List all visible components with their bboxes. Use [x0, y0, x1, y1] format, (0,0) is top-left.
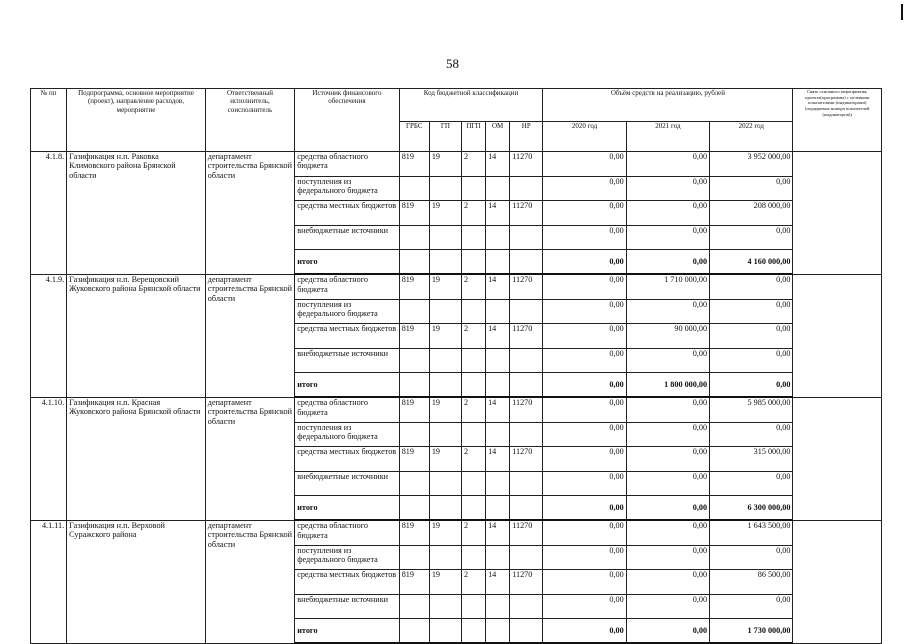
- row-om: 14: [486, 397, 510, 422]
- header-np: НР: [510, 122, 543, 152]
- header-2021: 2021 год: [626, 122, 709, 152]
- row-grbs: 819: [399, 152, 429, 177]
- row-np: 11270: [510, 201, 543, 226]
- total-2021: 0,00: [626, 496, 709, 521]
- header-grbs: ГРБС: [399, 122, 429, 152]
- row-link-indicators: [793, 274, 882, 397]
- row-amount-2022: 0,00: [710, 348, 793, 373]
- row-source: поступления из федерального бюджета: [295, 545, 399, 570]
- table-body: [31, 152, 882, 644]
- row-grbs: 819: [399, 201, 429, 226]
- table-row: [31, 274, 882, 299]
- row-amount-2020: 0,00: [543, 201, 626, 226]
- row-np: 11270: [510, 324, 543, 349]
- row-om: [486, 422, 510, 447]
- row-gp: 19: [429, 201, 461, 226]
- row-source: средства местных бюджетов: [295, 324, 399, 349]
- row-np: [510, 422, 543, 447]
- row-pgp: [461, 348, 485, 373]
- total-2022: 6 300 000,00: [710, 496, 793, 521]
- row-amount-2022: 86 500,00: [710, 570, 793, 595]
- row-gp: [429, 299, 461, 324]
- row-index: 4.1.8.: [31, 152, 67, 275]
- row-amount-2020: 0,00: [543, 176, 626, 201]
- row-program-name: Газификация н.п. Раковка Климовского района Брянской области: [67, 152, 206, 275]
- row-link-indicators: [793, 397, 882, 520]
- row-amount-2022: 5 985 000,00: [710, 397, 793, 422]
- row-amount-2020: 0,00: [543, 447, 626, 472]
- header-program: Подпрограмма, основное мероприятие (проект), направление расходов, мероприятие: [67, 89, 206, 152]
- row-amount-2022: 208 000,00: [710, 201, 793, 226]
- row-np: 11270: [510, 152, 543, 177]
- page-number: 58: [446, 56, 459, 71]
- row-om: 14: [486, 152, 510, 177]
- row-link-indicators: [793, 152, 882, 275]
- row-grbs: 819: [399, 274, 429, 299]
- row-pgp: 2: [461, 520, 485, 545]
- total-code-empty: [461, 373, 485, 398]
- row-responsible: департамент строительства Брянской области: [205, 274, 294, 397]
- row-np: 11270: [510, 397, 543, 422]
- total-2021: 1 800 000,00: [626, 373, 709, 398]
- row-om: [486, 348, 510, 373]
- row-amount-2022: 3 952 000,00: [710, 152, 793, 177]
- total-label: итого: [295, 496, 399, 521]
- row-amount-2021: 0,00: [626, 299, 709, 324]
- row-om: [486, 225, 510, 250]
- total-code-empty: [486, 373, 510, 398]
- row-amount-2021: 0,00: [626, 471, 709, 496]
- row-amount-2021: 90 000,00: [626, 324, 709, 349]
- row-grbs: 819: [399, 447, 429, 472]
- row-program-name: Газификация н.п. Верховой Суражского района: [67, 520, 206, 643]
- row-amount-2022: 1 643 500,00: [710, 520, 793, 545]
- row-pgp: 2: [461, 152, 485, 177]
- row-pgp: 2: [461, 274, 485, 299]
- row-grbs: [399, 299, 429, 324]
- total-code-empty: [486, 250, 510, 275]
- row-gp: [429, 176, 461, 201]
- row-om: 14: [486, 324, 510, 349]
- row-source: средства областного бюджета: [295, 520, 399, 545]
- row-amount-2022: 0,00: [710, 545, 793, 570]
- row-np: [510, 545, 543, 570]
- row-source: средства областного бюджета: [295, 274, 399, 299]
- row-grbs: [399, 422, 429, 447]
- row-gp: [429, 348, 461, 373]
- row-source: поступления из федерального бюджета: [295, 176, 399, 201]
- row-amount-2021: 0,00: [626, 397, 709, 422]
- row-grbs: 819: [399, 520, 429, 545]
- row-np: [510, 176, 543, 201]
- row-amount-2020: 0,00: [543, 152, 626, 177]
- table-row: [31, 152, 882, 177]
- row-source: внебюджетные источники: [295, 348, 399, 373]
- total-code-empty: [461, 250, 485, 275]
- row-gp: [429, 471, 461, 496]
- row-om: [486, 594, 510, 619]
- row-source: внебюджетные источники: [295, 594, 399, 619]
- row-amount-2022: 0,00: [710, 299, 793, 324]
- row-amount-2022: 0,00: [710, 225, 793, 250]
- row-amount-2021: 0,00: [626, 152, 709, 177]
- row-gp: [429, 545, 461, 570]
- row-gp: [429, 594, 461, 619]
- row-amount-2020: 0,00: [543, 348, 626, 373]
- row-np: [510, 225, 543, 250]
- row-amount-2021: 0,00: [626, 422, 709, 447]
- total-2022: 0,00: [710, 373, 793, 398]
- row-amount-2021: 0,00: [626, 570, 709, 595]
- row-pgp: [461, 299, 485, 324]
- total-code-empty: [461, 496, 485, 521]
- total-label: итого: [295, 619, 399, 644]
- row-pgp: 2: [461, 201, 485, 226]
- row-gp: [429, 225, 461, 250]
- row-source: средства местных бюджетов: [295, 201, 399, 226]
- row-grbs: [399, 225, 429, 250]
- row-source: внебюджетные источники: [295, 471, 399, 496]
- total-code-empty: [510, 250, 543, 275]
- header-2020: 2020 год: [543, 122, 626, 152]
- row-pgp: 2: [461, 397, 485, 422]
- row-index: 4.1.10.: [31, 397, 67, 520]
- row-program-name: Газификация н.п. Верещовский Жуковского района Брянской области: [67, 274, 206, 397]
- header-amount: Объём средств на реализацию, рублей: [543, 89, 793, 122]
- row-gp: 19: [429, 570, 461, 595]
- row-source: поступления из федерального бюджета: [295, 422, 399, 447]
- row-amount-2020: 0,00: [543, 422, 626, 447]
- total-code-empty: [429, 250, 461, 275]
- total-code-empty: [429, 496, 461, 521]
- row-om: 14: [486, 447, 510, 472]
- total-2020: 0,00: [543, 496, 626, 521]
- header-num: № пп: [31, 89, 67, 152]
- row-link-indicators: [793, 520, 882, 643]
- row-grbs: 819: [399, 324, 429, 349]
- row-np: 11270: [510, 570, 543, 595]
- total-2021: 0,00: [626, 619, 709, 644]
- total-label: итого: [295, 250, 399, 275]
- row-np: [510, 348, 543, 373]
- row-amount-2021: 0,00: [626, 545, 709, 570]
- row-source: средства областного бюджета: [295, 152, 399, 177]
- row-amount-2021: 0,00: [626, 520, 709, 545]
- row-amount-2021: 0,00: [626, 348, 709, 373]
- row-amount-2020: 0,00: [543, 274, 626, 299]
- row-pgp: [461, 471, 485, 496]
- table-row: [31, 520, 882, 545]
- row-np: 11270: [510, 274, 543, 299]
- total-code-empty: [399, 373, 429, 398]
- row-np: 11270: [510, 447, 543, 472]
- row-gp: 19: [429, 152, 461, 177]
- row-index: 4.1.9.: [31, 274, 67, 397]
- row-grbs: [399, 545, 429, 570]
- row-amount-2020: 0,00: [543, 520, 626, 545]
- row-amount-2022: 0,00: [710, 594, 793, 619]
- header-source: Источник финансового обеспечения: [295, 89, 399, 152]
- row-gp: 19: [429, 324, 461, 349]
- header-gp: ГП: [429, 122, 461, 152]
- total-code-empty: [510, 496, 543, 521]
- header-kbk: Код бюджетной классификации: [399, 89, 543, 122]
- row-source: средства местных бюджетов: [295, 570, 399, 595]
- row-amount-2020: 0,00: [543, 570, 626, 595]
- row-gp: 19: [429, 397, 461, 422]
- row-amount-2020: 0,00: [543, 225, 626, 250]
- row-grbs: [399, 176, 429, 201]
- row-pgp: [461, 545, 485, 570]
- row-om: 14: [486, 520, 510, 545]
- total-2022: 4 160 000,00: [710, 250, 793, 275]
- row-amount-2021: 0,00: [626, 447, 709, 472]
- row-amount-2022: 0,00: [710, 274, 793, 299]
- total-code-empty: [486, 496, 510, 521]
- row-amount-2022: 0,00: [710, 422, 793, 447]
- row-om: [486, 471, 510, 496]
- row-om: 14: [486, 274, 510, 299]
- row-amount-2021: 0,00: [626, 176, 709, 201]
- total-2020: 0,00: [543, 373, 626, 398]
- row-responsible: департамент строительства Брянской области: [205, 152, 294, 275]
- row-amount-2020: 0,00: [543, 471, 626, 496]
- table-row: [31, 397, 882, 422]
- total-code-empty: [429, 373, 461, 398]
- row-amount-2021: 0,00: [626, 594, 709, 619]
- row-amount-2021: 0,00: [626, 201, 709, 226]
- row-responsible: департамент строительства Брянской области: [205, 397, 294, 520]
- row-responsible: департамент строительства Брянской области: [205, 520, 294, 643]
- header-responsible: Ответственный исполнитель, соисполнитель: [205, 89, 294, 152]
- row-np: [510, 594, 543, 619]
- budget-table: [30, 88, 882, 644]
- row-pgp: [461, 225, 485, 250]
- row-amount-2022: 0,00: [710, 176, 793, 201]
- row-om: [486, 176, 510, 201]
- row-amount-2021: 1 710 000,00: [626, 274, 709, 299]
- total-2020: 0,00: [543, 250, 626, 275]
- total-2022: 1 730 000,00: [710, 619, 793, 644]
- row-amount-2020: 0,00: [543, 594, 626, 619]
- row-pgp: [461, 594, 485, 619]
- row-om: 14: [486, 570, 510, 595]
- scan-edge-mark: [901, 4, 903, 20]
- header-pgp: ПГП: [461, 122, 485, 152]
- row-amount-2021: 0,00: [626, 225, 709, 250]
- row-amount-2020: 0,00: [543, 299, 626, 324]
- row-om: [486, 545, 510, 570]
- row-gp: [429, 422, 461, 447]
- row-gp: 19: [429, 447, 461, 472]
- row-amount-2020: 0,00: [543, 324, 626, 349]
- row-grbs: [399, 348, 429, 373]
- header-om: ОМ: [486, 122, 510, 152]
- row-gp: 19: [429, 520, 461, 545]
- row-amount-2022: 0,00: [710, 324, 793, 349]
- table-header: [31, 89, 882, 152]
- row-program-name: Газификация н.п. Красная Жуковского района Брянской области: [67, 397, 206, 520]
- row-np: [510, 471, 543, 496]
- row-amount-2022: 315 000,00: [710, 447, 793, 472]
- row-source: внебюджетные источники: [295, 225, 399, 250]
- header-link: Связь основного мероприятия, проекта(программы) с целевыми показателями (индикаторами) (порядковые номера показателей (индикаторов)): [793, 89, 882, 152]
- total-2021: 0,00: [626, 250, 709, 275]
- row-pgp: 2: [461, 570, 485, 595]
- row-om: [486, 299, 510, 324]
- total-2020: 0,00: [543, 619, 626, 644]
- header-2022: 2022 год: [710, 122, 793, 152]
- row-np: 11270: [510, 520, 543, 545]
- row-index: 4.1.11.: [31, 520, 67, 643]
- row-gp: 19: [429, 274, 461, 299]
- row-grbs: 819: [399, 570, 429, 595]
- total-code-empty: [399, 250, 429, 275]
- row-pgp: [461, 422, 485, 447]
- row-source: поступления из федерального бюджета: [295, 299, 399, 324]
- row-source: средства областного бюджета: [295, 397, 399, 422]
- row-pgp: 2: [461, 447, 485, 472]
- total-code-empty: [510, 373, 543, 398]
- row-np: [510, 299, 543, 324]
- total-label: итого: [295, 373, 399, 398]
- total-code-empty: [399, 496, 429, 521]
- row-pgp: [461, 176, 485, 201]
- row-pgp: 2: [461, 324, 485, 349]
- row-om: 14: [486, 201, 510, 226]
- row-grbs: [399, 594, 429, 619]
- row-grbs: [399, 471, 429, 496]
- row-grbs: 819: [399, 397, 429, 422]
- row-amount-2020: 0,00: [543, 397, 626, 422]
- row-amount-2020: 0,00: [543, 545, 626, 570]
- row-amount-2022: 0,00: [710, 471, 793, 496]
- row-source: средства местных бюджетов: [295, 447, 399, 472]
